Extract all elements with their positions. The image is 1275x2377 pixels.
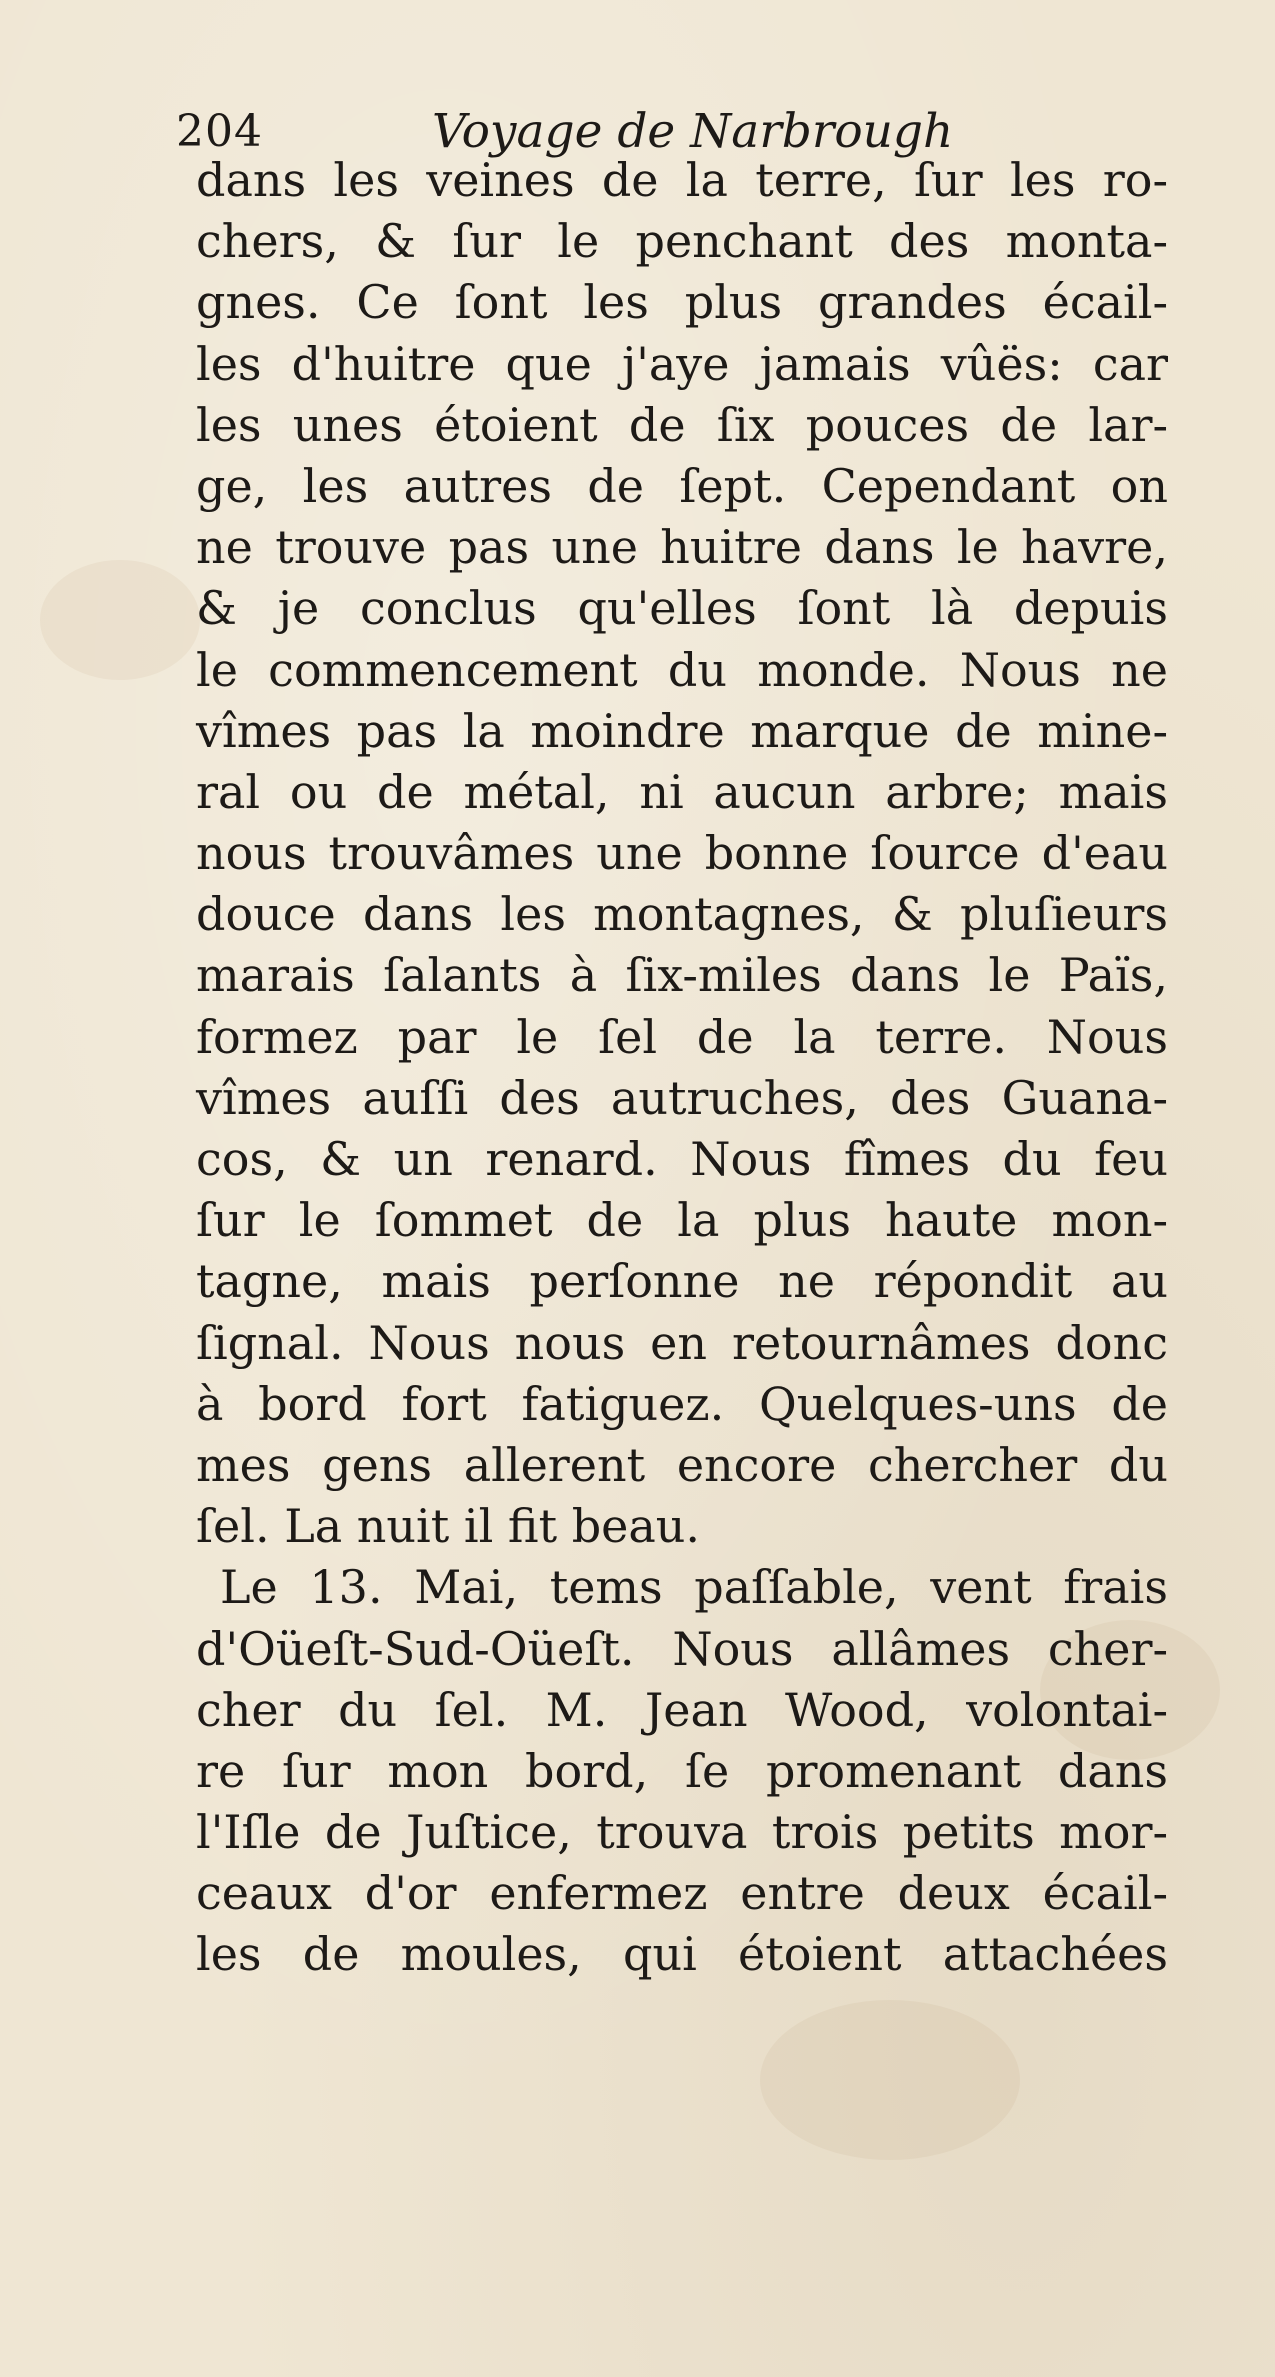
paper-stain	[760, 2000, 1020, 2160]
text-line: dans les veines de la terre, ſur les ro-	[196, 153, 1168, 207]
text-line: chers, & ſur le penchant des monta-	[196, 214, 1168, 269]
text-line: formez par le ſel de la terre. Nous	[196, 1009, 1168, 1064]
text-line: cos, & un renard. Nous fîmes du feu	[196, 1132, 1168, 1186]
text-line: douce dans les montagnes, & pluſieurs	[196, 887, 1168, 942]
text-line: à bord fort fatiguez. Quelques-uns de	[196, 1376, 1168, 1431]
text-line: vîmes auſſi des autruches, des Guana-	[196, 1070, 1168, 1125]
text-line: le commencement du monde. Nous ne	[196, 642, 1168, 697]
text-line: ge, les autres de ſept. Cependant on	[196, 458, 1168, 513]
text-line: ne trouve pas une huitre dans le havre,	[196, 520, 1168, 575]
text-line: & je conclus qu'elles ſont là depuis	[196, 581, 1168, 636]
text-line: ſignal. Nous nous en retournâmes donc	[196, 1315, 1168, 1370]
text-line: re ſur mon bord, ſe promenant dans	[196, 1743, 1168, 1798]
text-line: les unes étoient de ſix pouces de lar-	[196, 397, 1168, 452]
text-line: d'Oüeſt-Sud-Oüeſt. Nous allâmes cher-	[196, 1621, 1168, 1676]
text-line: l'Iſle de Juſtice, trouva trois petits mor-	[196, 1805, 1168, 1860]
text-line: vîmes pas la moindre marque de mine-	[196, 703, 1168, 758]
paragraph-first-line: Le 13. Mai, tems paſſable, vent frais	[220, 1560, 1168, 1615]
running-title: Voyage de Narbrough	[432, 104, 954, 159]
text-line: gnes. Ce ſont les plus grandes écail-	[196, 275, 1168, 330]
text-line: marais ſalants à ſix-miles dans le Païs,	[196, 948, 1168, 1003]
paper-stain	[40, 560, 200, 680]
text-line: nous trouvâmes une bonne ſource d'eau	[196, 826, 1168, 881]
paragraph-last-line: ſel. La nuit il fit beau.	[196, 1499, 701, 1554]
page-number: 204	[176, 106, 263, 157]
body-text	[196, 150, 1168, 1986]
text-line: les de moules, qui étoient attachées	[196, 1927, 1168, 1982]
text-line: mes gens allerent encore chercher du	[196, 1437, 1168, 1492]
text-line: tagne, mais perſonne ne répondit au	[196, 1254, 1168, 1309]
text-line: ral ou de métal, ni aucun arbre; mais	[196, 764, 1168, 819]
text-line: les d'huitre que j'aye jamais vûës: car	[196, 336, 1168, 391]
text-line: ſur le ſommet de la plus haute mon-	[196, 1193, 1168, 1248]
text-line: ceaux d'or enfermez entre deux écail-	[196, 1866, 1168, 1921]
text-line: cher du ſel. M. Jean Wood, volontai-	[196, 1682, 1168, 1737]
